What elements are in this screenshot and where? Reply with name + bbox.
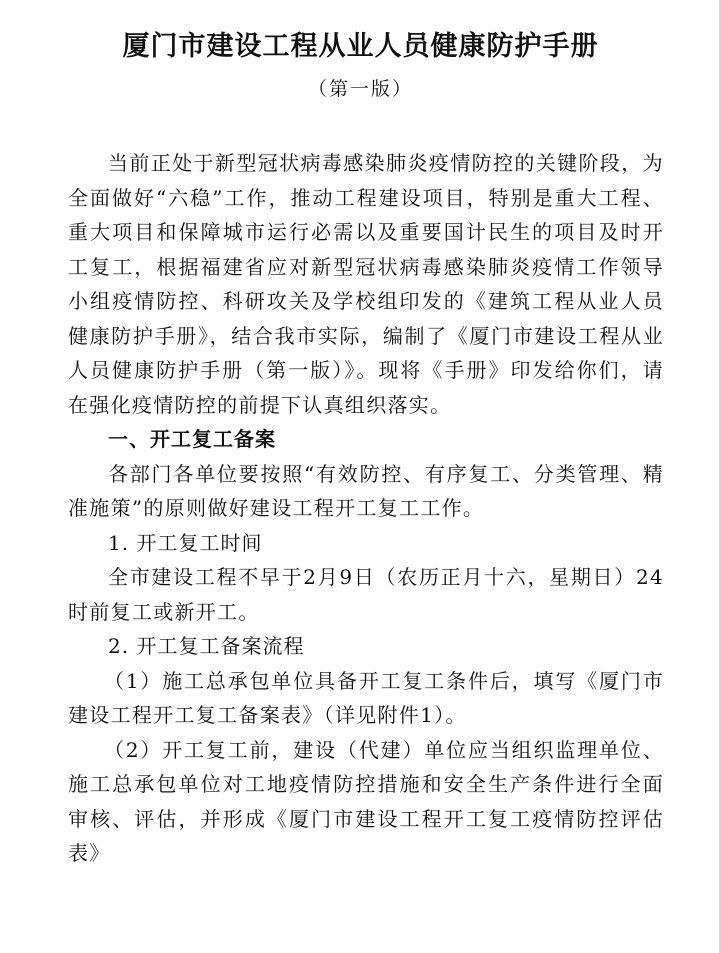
section-paragraph-principles: 各部门各单位要按照“有效防控、有序复工、分类管理、精准施策”的原则做好建设工程开工复工工作。 [68,461,664,520]
subheading-filing-process: 2. 开工复工备案流程 [108,634,305,658]
paragraph-step-1: （1）施工总承包单位具备开工复工条件后，填写《厦门市建设工程开工复工备案表》（详见附件1）。 [68,668,664,727]
paragraph-step-2: （2）开工复工前，建设（代建）单位应当组织监理单位、施工总承包单位对工地疫情防控措施和安全生产条件进行全面审核、评估，并形成《厦门市建设工程开工复工疫情防控评估表》 [68,737,664,865]
document-title: 厦门市建设工程从业人员健康防护手册 [122,31,599,62]
section-heading-filing: 一、开工复工备案 [108,427,276,451]
intro-paragraph: 当前正处于新型冠状病毒感染肺炎疫情防控的关键阶段，为全面做好“六稳”工作，推动工程建设项目，特别是重大工程、重大项目和保障城市运行必需以及重要国计民生的项目及时开工复工，根据福建省应对新型冠状病毒感染肺炎疫情工作领导小组疫情防控、科研攻关及学校组印发的《建筑工程从业人员健康防护手册》，结合我市实际，编制了《厦门市建设工程从业人员健康防护手册（第一版）》。现将《手册》印发给你们，请在强化疫情防控的前提下认真组织落实。 [68,151,664,417]
document-subtitle: （第一版） [307,78,413,100]
subheading-start-time: 1. 开工复工时间 [108,530,263,555]
paragraph-start-time: 全市建设工程不早于2月9日（农历正月十六，星期日）24时前复工或新开工。 [68,565,664,624]
document-body [68,146,664,871]
